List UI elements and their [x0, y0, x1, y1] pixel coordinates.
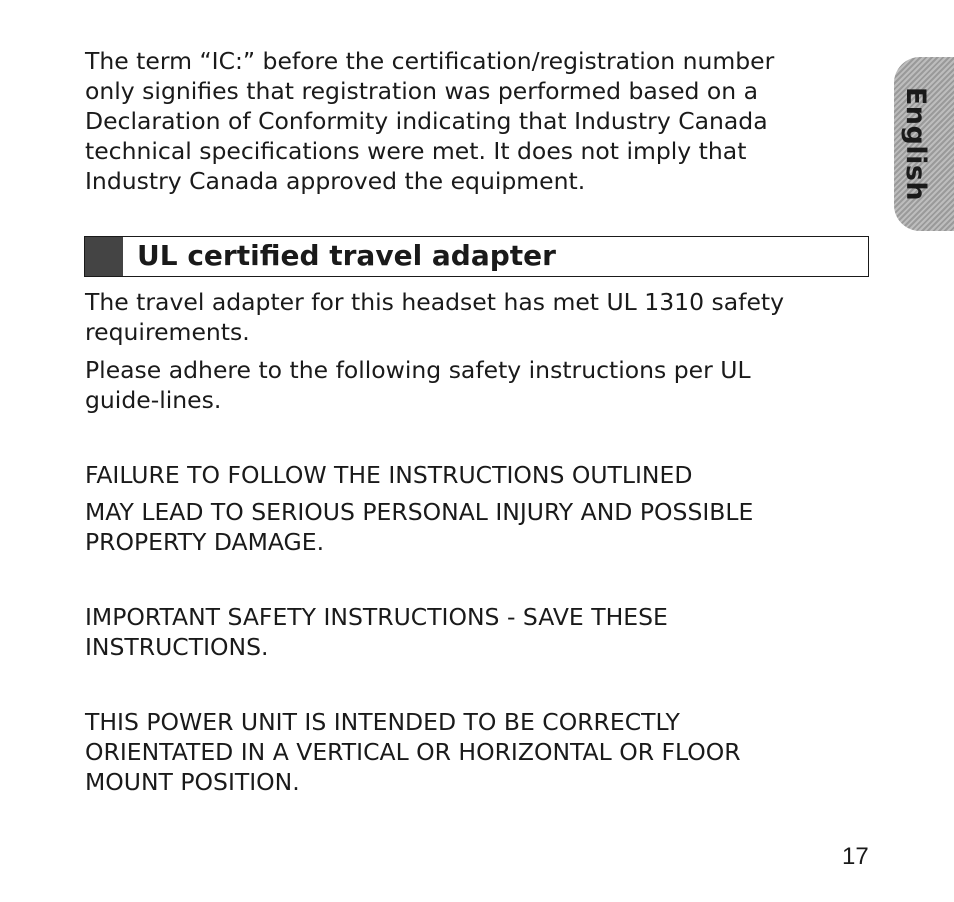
important-safety-text: IMPORTANT SAFETY INSTRUCTIONS - SAVE THESE INSTRUCTIONS.: [85, 603, 668, 661]
ul-compliance-paragraph: The travel adapter for this headset has met UL 1310 safety requirements.: [85, 288, 785, 346]
orientation-warning-text: THIS POWER UNIT IS INTENDED TO BE CORRECTLY ORIENTATED IN A VERTICAL OR HORIZONTAL OR FLOOR MOUNT POSITION.: [85, 708, 741, 796]
section-title: UL certified travel adapter: [137, 239, 556, 272]
page-number: 17: [842, 843, 869, 870]
injury-warning-text: MAY LEAD TO SERIOUS PERSONAL INJURY AND POSSIBLE PROPERTY DAMAGE.: [85, 498, 754, 556]
failure-warning-text: FAILURE TO FOLLOW THE INSTRUCTIONS OUTLINED: [85, 461, 693, 489]
section-header: [84, 236, 869, 277]
section-marker-block: [85, 237, 123, 276]
language-tab-label: English: [899, 86, 931, 202]
language-tab: [894, 57, 954, 231]
ic-term-paragraph: The term “IC:” before the certification/registration number only signifies that registration was performed based on a Declaration of Conformity indicating that Industry Canada technical specifications were met. It does not imply that Industry Canada approved the equipment.: [85, 47, 775, 195]
adhere-instructions-paragraph: Please adhere to the following safety instructions per UL guide-lines.: [85, 356, 751, 414]
